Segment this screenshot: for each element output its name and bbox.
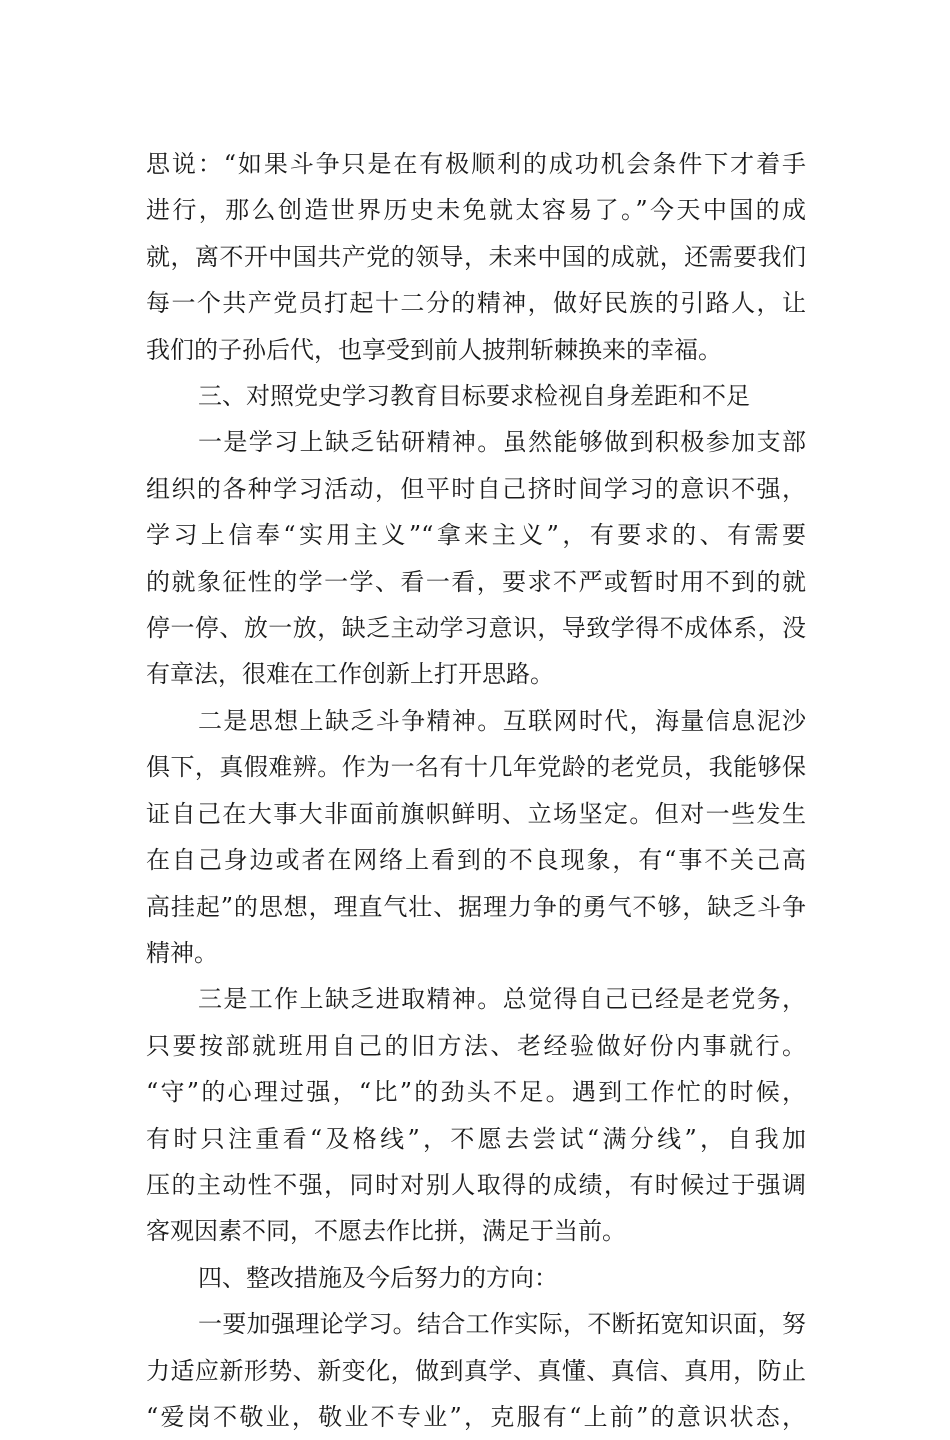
text-line: 进行，那么创造世界历史未免就太容易了。”今天中国的成 — [146, 196, 806, 225]
heading-line: 四、整改措施及今后努力的方向： — [198, 1263, 558, 1292]
text-line: 每一个共产党员打起十二分的精神，做好民族的引路人，让 — [146, 289, 806, 318]
body-text — [146, 141, 806, 1440]
text-line: 三是工作上缺乏进取精神。总觉得自己已经是老党务， — [198, 985, 806, 1014]
text-line: 高挂起”的思想，理直气壮、据理力争的勇气不够，缺乏斗争 — [146, 892, 806, 921]
text-line: 停一停、放一放，缺乏主动学习意识，导致学得不成体系，没 — [146, 614, 806, 643]
paragraph-theory-study — [146, 1301, 806, 1440]
text-line: “爱岗不敬业，敬业不专业”，克服有“上前”的意识状态， — [146, 1402, 806, 1431]
text-line: 有章法，很难在工作创新上打开思路。 — [146, 660, 554, 689]
text-line: 只要按部就班用自己的旧方法、老经验做好份内事就行。 — [146, 1031, 806, 1060]
text-line: 压的主动性不强，同时对别人取得的成绩，有时候过于强调 — [146, 1170, 806, 1199]
text-line: 思说：“如果斗争只是在有极顺利的成功机会条件下才着手 — [146, 150, 806, 178]
text-line: 学习上信奉“实用主义”“拿来主义”，有要求的、有需要 — [146, 521, 806, 550]
text-line: 力适应新形势、新变化，做到真学、真懂、真信、真用，防止 — [146, 1356, 806, 1385]
text-line: 就，离不开中国共产党的领导，未来中国的成就，还需要我们 — [146, 242, 806, 271]
paragraph-thought-shortcoming — [146, 698, 806, 976]
text-line: 在自己身边或者在网络上看到的不良现象，有“事不关己高 — [146, 846, 806, 875]
paragraph-quote-conclusion — [146, 141, 806, 373]
text-line: “守”的心理过强，“比”的劲头不足。遇到工作忙的时候， — [146, 1078, 806, 1107]
text-line: 客观因素不同，不愿去作比拼，满足于当前。 — [146, 1217, 626, 1246]
paragraph-study-shortcoming — [146, 419, 806, 697]
text-line: 的就象征性的学一学、看一看，要求不严或暂时用不到的就 — [146, 567, 806, 596]
text-line: 有时只注重看“及格线”，不愿去尝试“满分线”，自我加 — [146, 1124, 806, 1153]
text-line: 组织的各种学习活动，但平时自己挤时间学习的意识不强， — [146, 474, 806, 503]
text-line: 俱下，真假难辨。作为一名有十几年党龄的老党员，我能够保 — [146, 753, 806, 782]
text-line: 一要加强理论学习。结合工作实际，不断拓宽知识面，努 — [198, 1310, 806, 1339]
section-heading-3 — [146, 373, 806, 419]
text-line: 精神。 — [146, 938, 218, 967]
paragraph-work-shortcoming — [146, 976, 806, 1254]
text-line: 二是思想上缺乏斗争精神。互联网时代，海量信息泥沙 — [198, 706, 806, 735]
text-line: 一是学习上缺乏钻研精神。虽然能够做到积极参加支部 — [198, 428, 806, 457]
text-line: 我们的子孙后代，也享受到前人披荆斩棘换来的幸福。 — [146, 335, 722, 364]
section-heading-4 — [146, 1255, 806, 1301]
text-line: 证自己在大事大非面前旗帜鲜明、立场坚定。但对一些发生 — [146, 799, 806, 828]
heading-line: 三、对照党史学习教育目标要求检视自身差距和不足 — [198, 382, 750, 411]
